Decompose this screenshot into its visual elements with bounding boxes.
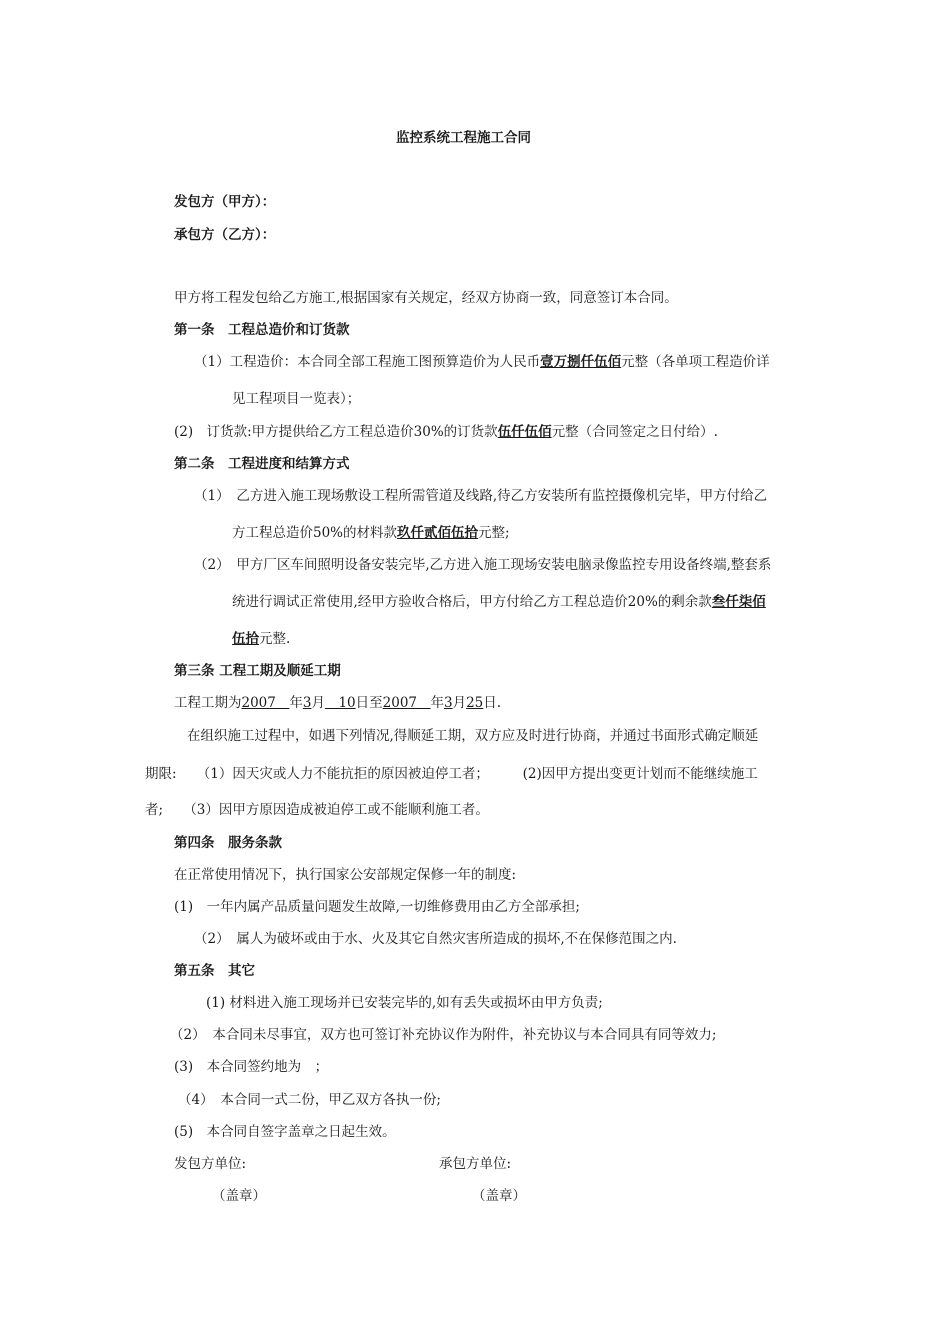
article-5-heading: 第五条 其它 bbox=[174, 963, 255, 979]
article-3-heading: 第三条 工程工期及顺延工期 bbox=[174, 663, 341, 679]
article-2-item-1: （1） 乙方进入施工现场敷设工程所需管道及线路,待乙方安装所有监控摄像机完毕，甲方付给乙 bbox=[194, 488, 768, 504]
end-year: 2007 bbox=[382, 695, 431, 711]
party-b-label: 承包方（乙方）： bbox=[174, 227, 276, 243]
article-2-item-1-cont: 方工程总造价50%的材料款玖仟贰佰伍拾元整; bbox=[232, 525, 510, 541]
article-4-item-2: （2） 属人为破坏或由于水、火及其它自然灾害所造成的损坏,不在保修范围之内. bbox=[194, 931, 677, 947]
remaining-payment-amount: 叁仟柒佰 bbox=[711, 594, 766, 610]
party-a-label: 发包方（甲方）： bbox=[174, 194, 276, 210]
party-b-unit-label: 承包方单位: bbox=[439, 1156, 512, 1172]
article-5-item-2: （2） 本合同未尽事宜，双方也可签订补充协议作为附件，补充协议与本合同具有同等效力; bbox=[170, 1027, 717, 1043]
article-3-para-line-3: 者; （3）因甲方原因造成被迫停工或不能顺利施工者。 bbox=[145, 802, 489, 818]
article-2-heading: 第二条 工程进度和结算方式 bbox=[174, 456, 350, 472]
start-day: 10 bbox=[324, 695, 356, 711]
material-payment-amount: 玖仟贰佰伍拾 bbox=[397, 525, 479, 541]
start-year: 2007 bbox=[241, 695, 290, 711]
article-1-item-1: （1）工程造价：本合同全部工程施工图预算造价为人民币壹万捌仟伍佰元整（各单项工程造价详 bbox=[194, 354, 770, 370]
party-a-unit-label: 发包方单位: bbox=[174, 1156, 247, 1172]
contract-amount: 壹万捌仟伍佰 bbox=[540, 354, 622, 370]
intro-paragraph: 甲方将工程发包给乙方施工,根据国家有关规定，经双方协商一致，同意签订本合同。 bbox=[174, 290, 678, 306]
article-5-item-1: (1) 材料进入施工现场并已安装完毕的,如有丢失或损坏由甲方负责; bbox=[206, 995, 603, 1011]
document-title: 监控系统工程施工合同 bbox=[396, 130, 531, 146]
end-day: 25 bbox=[466, 695, 484, 711]
article-1-heading: 第一条 工程总造价和订货款 bbox=[174, 322, 350, 338]
article-2-item-2-cont: 统进行调试正常使用,经甲方验收合格后，甲方付给乙方工程总造价20%的剩余款叁仟柒佰 bbox=[232, 594, 766, 610]
party-b-seal: （盖章） bbox=[472, 1188, 526, 1204]
start-month: 3 bbox=[302, 695, 312, 711]
article-3-para-line-2: 期限: （1）因天灾或人力不能抗拒的原因被迫停工者； (2)因甲方提出变更计划而不能继续施工 bbox=[145, 766, 758, 782]
article-5-item-5: (5) 本合同自签字盖章之日起生效。 bbox=[174, 1124, 396, 1140]
party-a-seal: （盖章） bbox=[212, 1188, 266, 1204]
deposit-amount: 伍仟伍佰 bbox=[497, 424, 552, 440]
article-2-item-2: （2） 甲方厂区车间照明设备安装完毕,乙方进入施工现场安装电脑录像监控专用设备终端,整套系 bbox=[194, 557, 772, 573]
article-1-item-2: (2) 订货款:甲方提供给乙方工程总造价30%的订货款伍仟伍佰元整（合同签定之日付给）. bbox=[174, 424, 718, 440]
article-5-item-4: （4） 本合同一式二份，甲乙双方各执一份; bbox=[178, 1092, 441, 1108]
construction-period: 工程工期为2007 年3月 10日至2007 年3月25日. bbox=[174, 695, 502, 711]
article-4-intro: 在正常使用情况下，执行国家公安部规定保修一年的制度: bbox=[174, 867, 517, 883]
article-3-para: 在组织施工过程中，如遇下列情况,得顺延工期，双方应及时进行协商，并通过书面形式确定顺延 bbox=[187, 728, 759, 744]
article-4-heading: 第四条 服务条款 bbox=[174, 835, 282, 851]
end-month: 3 bbox=[444, 695, 453, 711]
article-5-item-3: (3) 本合同签约地为 ； bbox=[174, 1059, 329, 1075]
article-1-item-1-cont: 见工程项目一览表）； bbox=[232, 391, 361, 407]
article-4-item-1: (1) 一年内属产品质量问题发生故障,一切维修费用由乙方全部承担; bbox=[174, 899, 580, 915]
article-2-item-2-end: 伍拾元整. bbox=[232, 631, 291, 647]
